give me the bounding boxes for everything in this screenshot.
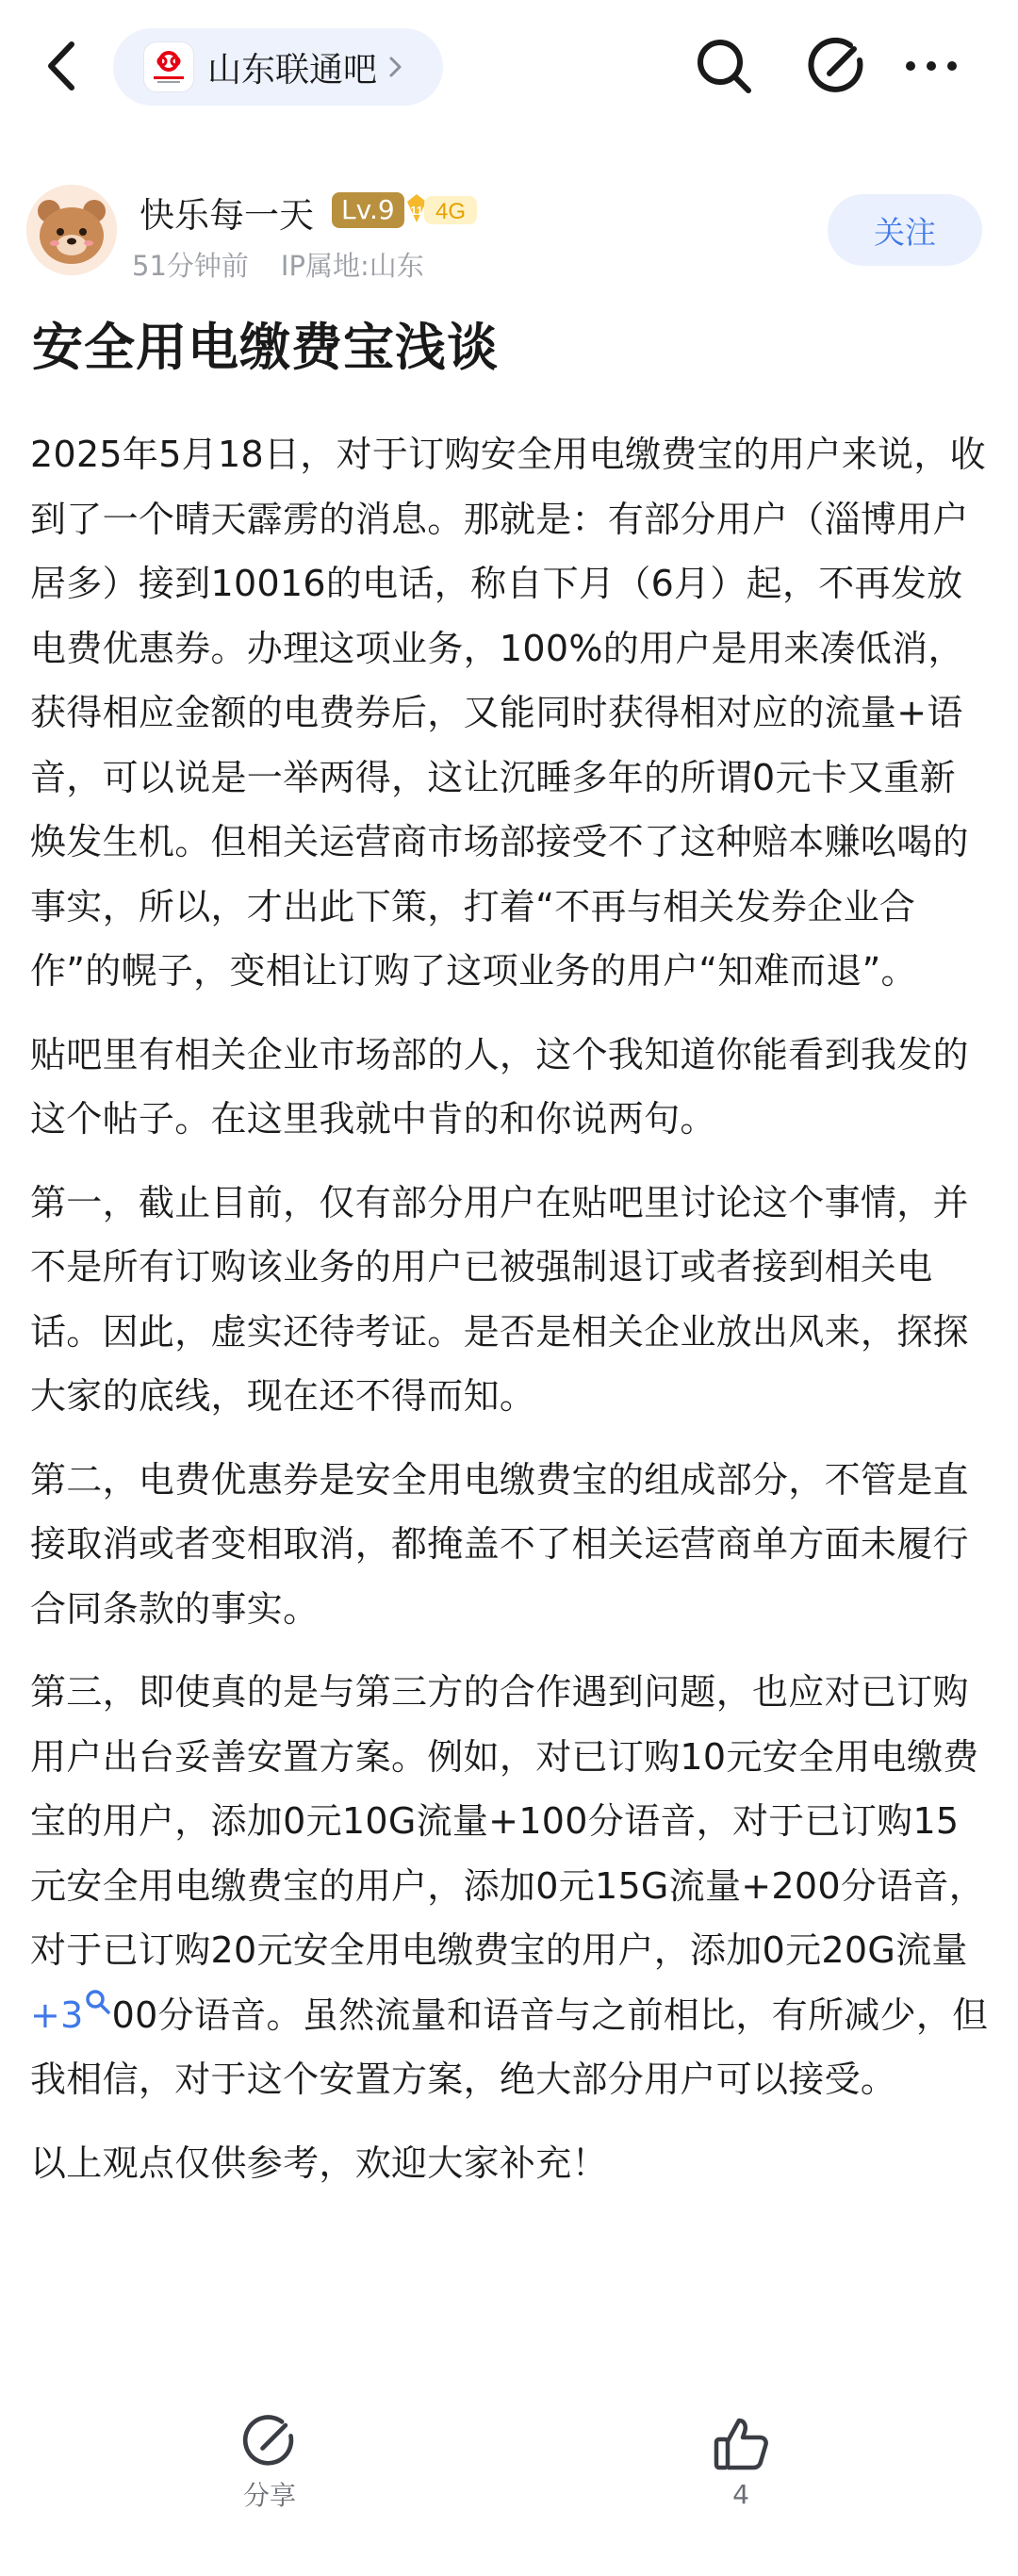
share-icon[interactable] (807, 36, 867, 96)
bottom-action-bar (0, 2394, 1018, 2576)
search-link[interactable]: +3 (30, 1994, 84, 2036)
search-icon[interactable] (694, 36, 754, 96)
back-icon[interactable] (38, 33, 85, 99)
closing-paragraph: 以上观点仅供参考，欢迎大家补充！ (30, 2141, 608, 2184)
follow-button[interactable]: 关注 (828, 194, 982, 266)
author-name[interactable]: 快乐每一天 (140, 195, 314, 236)
paragraph-1: 2025年5月18日，对于订购安全用电缴费宝的用户来说，收到了一个晴天霹雳的消息。那就是：有部分用户（淄博用户居多）接到10016的电话，称自下月（6月）起，不再发放电费优惠券。办理这项业务，100%的用户是用来凑低消，获得相应金额的电费券后，又能同时获得相对应的流量+语音，可以说是一举两得，这让沉睡多年的所谓0元卡又重新焕发生机。但相关运营商市场部接受不了这种赔本赚吆喝的事实，所以，才出此下策，打着“不再与相关发券企业合作”的幌子，变相让订购了这项业务的用户“知难而退”。 (30, 434, 986, 992)
paragraph-5: 第三，即使真的是与第三方的合作遇到问题，也应对已订购用户出台妥善安置方案。例如，对已订购10元安全用电缴费宝的用户，添加0元10G流量+100分语音，对于已订购15元安全用电缴费宝的用户，添加0元15G流量+200分语音，对于已订购20元安全用电缴费宝的用户，添加0元20G流量+3 00分语音。虽然流量和语音与之前相比，有所减少，但我相信，对于这个安置方案，绝大部分用户可以接受。 (30, 1671, 989, 2100)
share-icon (241, 2413, 298, 2469)
ip-location: IP属地:山东 (280, 250, 424, 282)
post-meta (132, 245, 424, 284)
post-time: 51分钟前 (132, 250, 249, 282)
share-action[interactable] (194, 2413, 345, 2513)
thumbs-up-icon (711, 2413, 771, 2473)
top-nav-bar (0, 0, 1018, 132)
avatar[interactable] (26, 185, 117, 275)
paragraph-4: 第二，电费优惠券是安全用电缴费宝的组成部分，不管是直接取消或者变相取消，都掩盖不了相关运营商单方面未履行合同条款的事实。 (30, 1458, 969, 1630)
paragraph-3: 第一，截止目前，仅有部分用户在贴吧里讨论这个事情，并不是所有订购该业务的用户已被强制退订或者接到相关电话。因此，虚实还待考证。是否是相关企业放出风来，探探大家的底线，现在还不得而知。 (30, 1181, 969, 1417)
like-count: 4 (732, 2479, 749, 2510)
forum-name: 山东联通吧 (207, 50, 378, 90)
badge-number: 11 (410, 204, 423, 218)
badge-label: 4G (435, 199, 467, 224)
4g-badge (403, 192, 479, 228)
post-content (30, 422, 992, 2214)
level-badge: Lv.9 (332, 192, 404, 228)
china-unicom-logo (143, 41, 194, 92)
author-row (0, 179, 1018, 292)
search-icon[interactable] (84, 1988, 112, 2016)
forum-pill[interactable] (113, 28, 443, 106)
share-label: 分享 (242, 2480, 296, 2511)
more-icon[interactable] (901, 36, 961, 96)
post-title: 安全用电缴费宝浅谈 (32, 318, 499, 377)
chevron-right-icon (386, 53, 405, 81)
paragraph-2: 贴吧里有相关企业市场部的人，这个我知道你能看到我发的这个帖子。在这里我就中肯的和你说两句。 (30, 1033, 969, 1140)
like-action[interactable] (665, 2413, 816, 2510)
